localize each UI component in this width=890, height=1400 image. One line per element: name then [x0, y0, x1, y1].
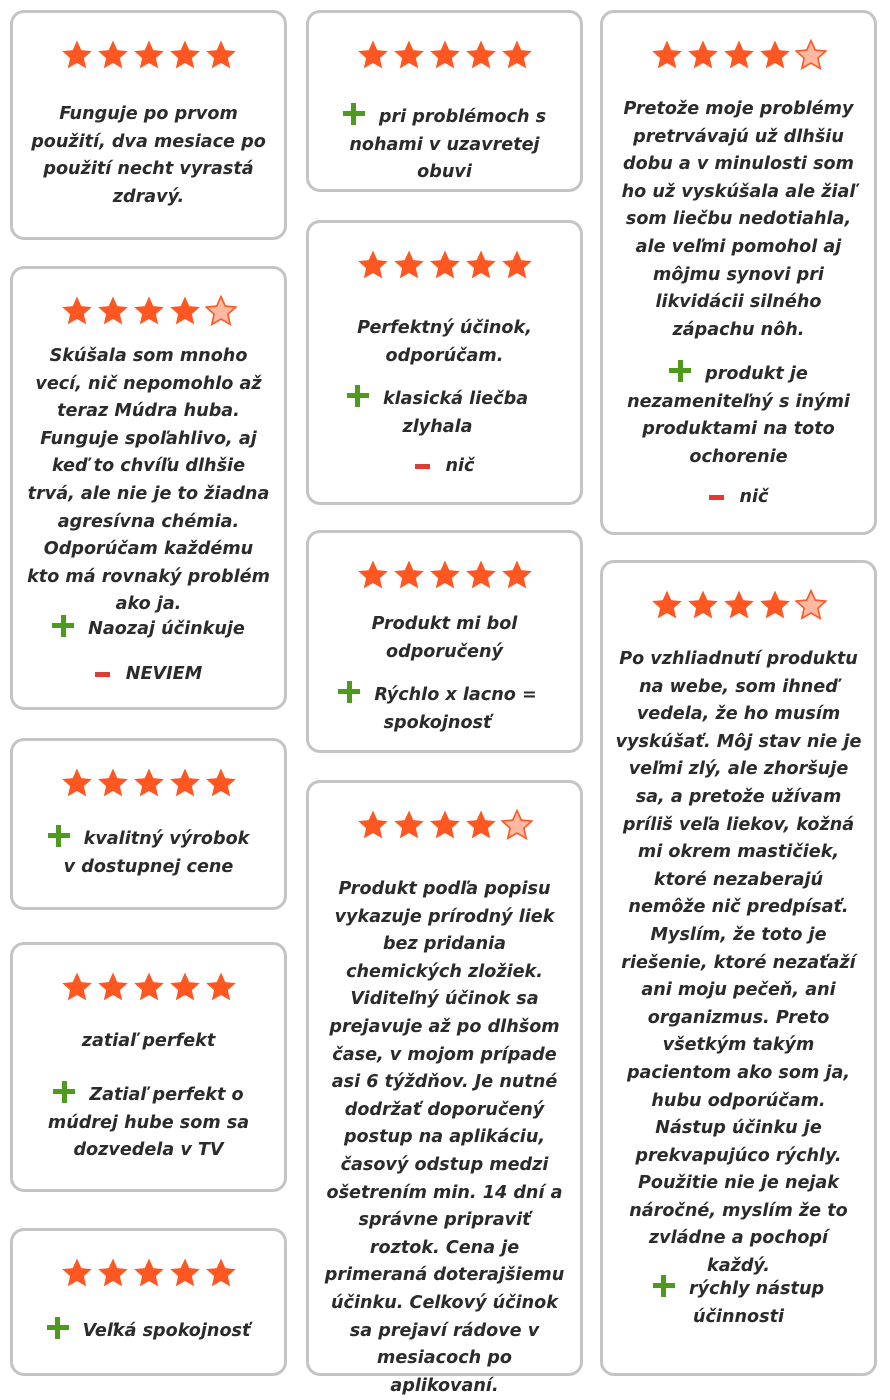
star-icon [133, 39, 165, 71]
plus-icon [53, 1081, 75, 1103]
star-icon [501, 809, 533, 841]
star-icon [61, 767, 93, 799]
review-card [10, 1228, 287, 1376]
review-con: NEVIEM [27, 661, 270, 689]
minus-icon [95, 672, 110, 677]
review-card [306, 10, 583, 192]
review-con: nič [617, 484, 860, 512]
review-text: Produkt podľa popisu vykazuje prírodný liek bez pridania chemických zložiek. Viditeľný účinok sa prejavuje až po dlhšom čase, v mojom prípade asi 6 týždňov. Je nutné dodržať doporučený postup na aplikáciu, časový odstup medzi ošetrením min. 14 dní a správne pripraviť roztok. Cena je primeraná doterajšiemu účinku. Celkový účinok sa prejaví rádove v mesiacoch po aplikovaní. [324, 879, 565, 1396]
review-card [306, 220, 583, 505]
star-icon [687, 39, 719, 71]
star-icon [133, 295, 165, 327]
minus-icon [415, 464, 430, 469]
review-card [10, 942, 287, 1192]
star-icon [357, 809, 389, 841]
review-pro: Rýchlo x lacno = spokojnosť [335, 681, 540, 737]
review-pro: Veľká spokojnosť [27, 1317, 270, 1346]
star-rating [13, 295, 284, 331]
star-icon [759, 589, 791, 621]
star-icon [357, 249, 389, 281]
star-icon [169, 39, 201, 71]
star-icon [501, 39, 533, 71]
plus-icon [52, 615, 74, 637]
review-text: Pretože moje problémy pretrvávajú už dlhšiu dobu a v minulosti som ho už vyskúšala ale žiaľ som liečbu nedotiahla, ale veľmi pomohol aj môjmu synovi pri likvidácii silného zápachu nôh. [621, 99, 856, 340]
star-icon [357, 39, 389, 71]
plus-icon [47, 1317, 69, 1339]
plus-icon [343, 103, 365, 125]
review-text: Po vzhliadnutí produktu na webe, som ihneď vedela, že ho musím vyskúšať. Môj stav nie je veľmi zlý, ale zhoršuje sa, a pretože užívam príliš veľa liekov, kožná mi okrem mastičiek, ktoré nezaberajú nemôže nič predpísať. Myslím, že toto je riešenie, ktoré nezaťaží ani moju pečeň, ani organizmus. Preto všetkým takým pacientom ako som ja, hubu odporúčam. Nástup účinku je prekvapujúco rýchly. Použitie nie je nejak náročné, myslím že to zvládne a pochopí každý. [615, 649, 862, 1277]
plus-icon [338, 681, 360, 703]
review-pro: kvalitný výrobok v dostupnej cene [43, 825, 254, 881]
review-card [10, 266, 287, 710]
review-pro: rýchly nástup účinnosti [643, 1275, 834, 1331]
star-icon [651, 39, 683, 71]
star-icon [61, 971, 93, 1003]
star-icon [465, 559, 497, 591]
star-icon [723, 589, 755, 621]
review-text: zatiaľ perfekt [81, 1031, 216, 1051]
star-icon [465, 249, 497, 281]
star-icon [393, 249, 425, 281]
star-rating [13, 39, 284, 75]
review-con: nič [323, 453, 566, 481]
star-icon [205, 971, 237, 1003]
star-rating [309, 39, 580, 75]
review-pro: pri problémoch s nohami v uzavretej obuvi [327, 103, 562, 187]
star-icon [429, 559, 461, 591]
star-icon [133, 1257, 165, 1289]
star-icon [501, 249, 533, 281]
star-icon [97, 767, 129, 799]
minus-icon [709, 495, 724, 500]
star-icon [357, 559, 389, 591]
star-icon [97, 295, 129, 327]
star-icon [501, 559, 533, 591]
star-icon [205, 1257, 237, 1289]
star-icon [61, 295, 93, 327]
star-icon [465, 39, 497, 71]
star-rating [13, 1257, 284, 1293]
star-rating [13, 767, 284, 803]
star-icon [169, 767, 201, 799]
star-icon [97, 39, 129, 71]
star-icon [687, 589, 719, 621]
plus-icon [48, 825, 70, 847]
review-card [306, 530, 583, 753]
review-text: Produkt mi bol odporučený [371, 614, 518, 662]
star-icon [795, 589, 827, 621]
star-icon [61, 1257, 93, 1289]
star-icon [133, 767, 165, 799]
plus-icon [347, 385, 369, 407]
star-icon [795, 39, 827, 71]
star-rating [309, 249, 580, 285]
star-icon [723, 39, 755, 71]
review-pro: Naozaj účinkuje [27, 615, 270, 644]
star-rating [603, 589, 874, 625]
review-card [600, 560, 877, 1376]
star-icon [169, 295, 201, 327]
star-rating [603, 39, 874, 75]
star-icon [759, 39, 791, 71]
review-pro: klasická liečba zlyhala [335, 385, 540, 441]
review-pro: Zatiaľ perfekt o múdrej hube som sa dozvedela v TV [39, 1081, 258, 1165]
star-icon [393, 559, 425, 591]
star-icon [61, 39, 93, 71]
plus-icon [653, 1275, 675, 1297]
star-icon [429, 249, 461, 281]
star-icon [429, 809, 461, 841]
review-text: Funguje po prvom použití, dva mesiace po použití necht vyrastá zdravý. [31, 104, 266, 207]
star-rating [309, 809, 580, 845]
review-text: Skúšala som mnoho vecí, nič nepomohlo až teraz Múdra huba. Funguje spoľahlivo, aj keď to chvíľu dlhšie trvá, ale nie je to žiadna agresívna chémia. Odporúčam každému kto má rovnaký problém ako ja. [27, 346, 270, 615]
star-icon [97, 971, 129, 1003]
star-icon [169, 1257, 201, 1289]
plus-icon [669, 360, 691, 382]
review-card [600, 10, 877, 535]
star-icon [205, 767, 237, 799]
review-pro: produkt je nezameniteľný s inými produktami na toto ochorenie [617, 360, 860, 471]
star-icon [133, 971, 165, 1003]
star-rating [13, 971, 284, 1007]
star-icon [393, 39, 425, 71]
star-icon [429, 39, 461, 71]
review-text: Perfektný účinok, odporúčam. [357, 318, 532, 366]
star-icon [205, 295, 237, 327]
star-icon [651, 589, 683, 621]
star-icon [205, 39, 237, 71]
star-icon [97, 1257, 129, 1289]
star-icon [393, 809, 425, 841]
star-icon [465, 809, 497, 841]
review-card [10, 10, 287, 240]
star-rating [309, 559, 580, 595]
review-card [306, 780, 583, 1396]
review-card [10, 738, 287, 910]
star-icon [169, 971, 201, 1003]
